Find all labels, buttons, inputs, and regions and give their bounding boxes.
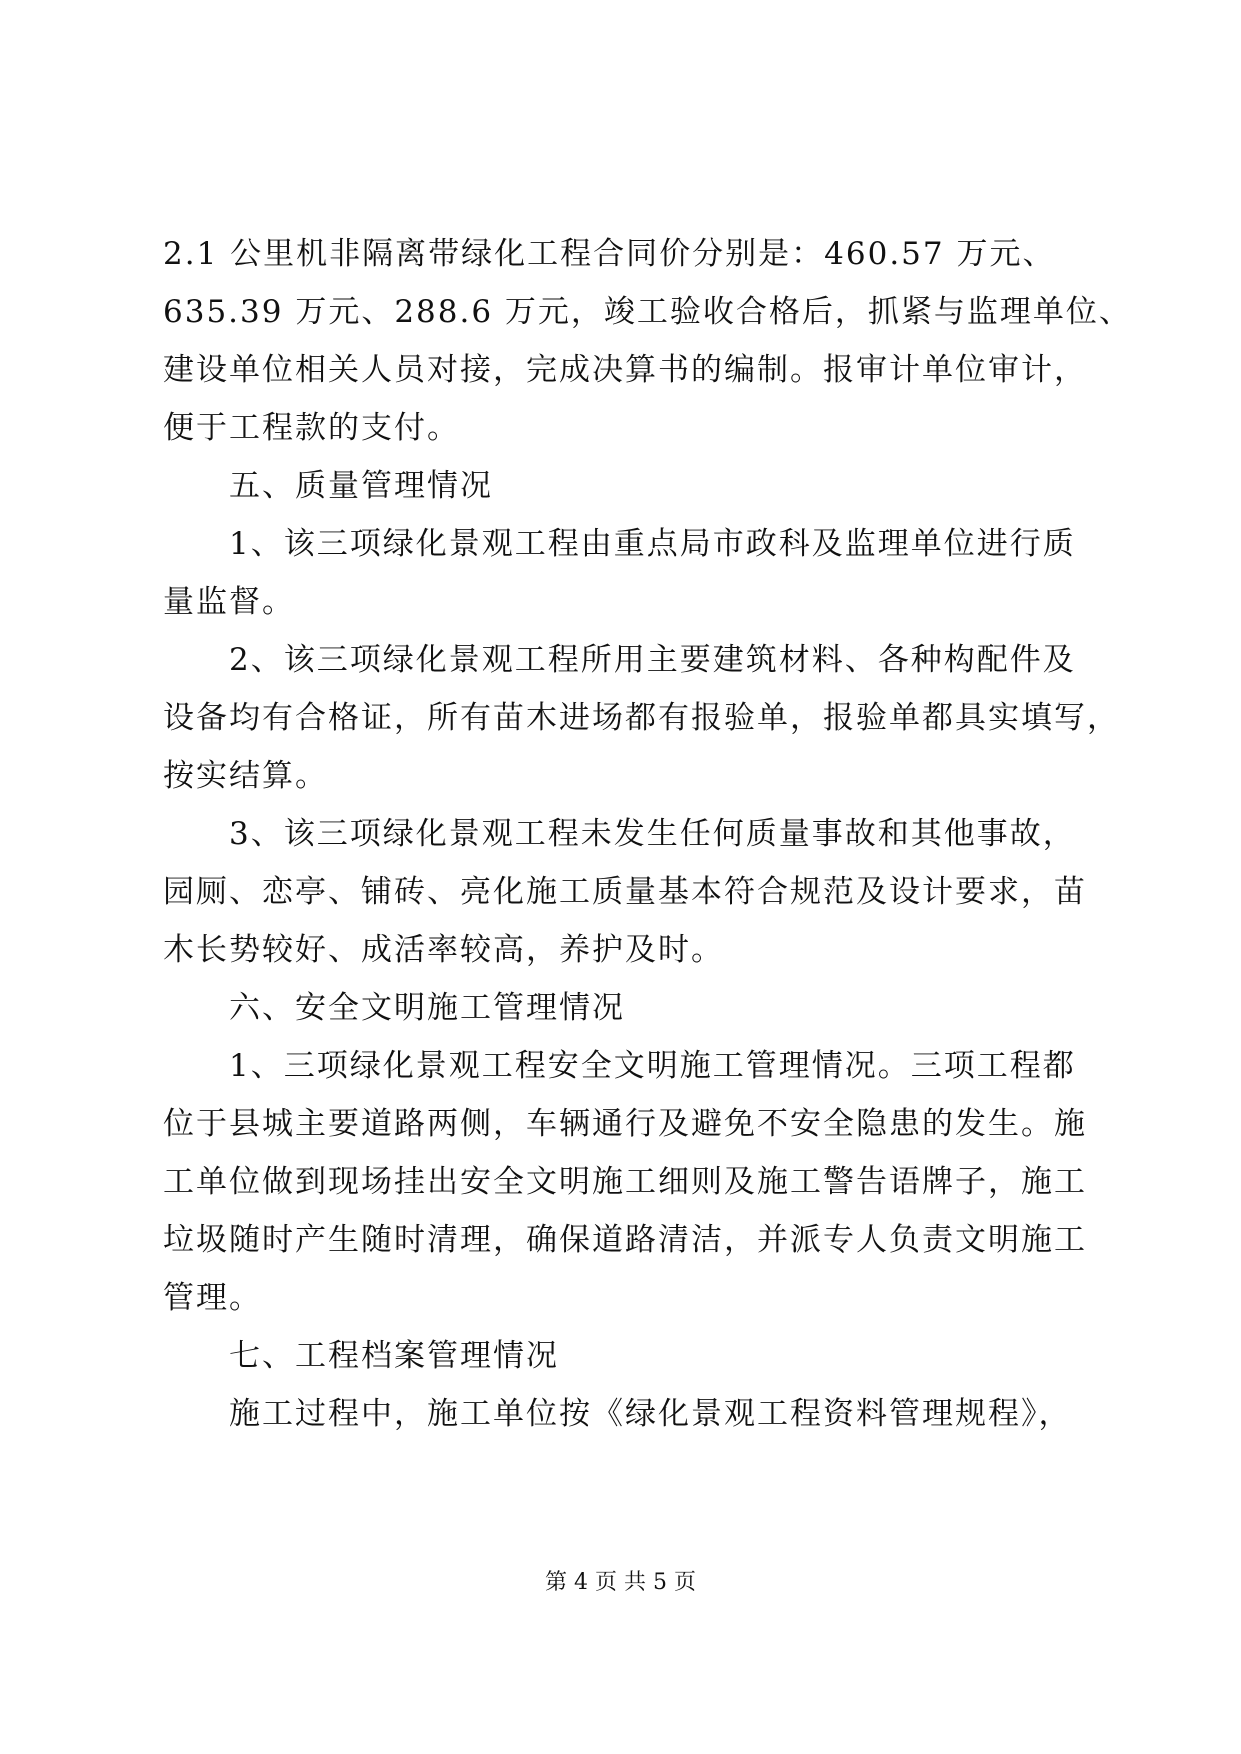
text-line: 1、该三项绿化景观工程由重点局市政科及监理单位进行质 [229,526,1076,562]
text-line: 设备均有合格证，所有苗木进场都有报验单，报验单都具实填写， [163,700,1120,736]
text-line: 建设单位相关人员对接，完成决算书的编制。报审计单位审计， [163,352,1087,388]
text-line: 施工过程中，施工单位按《绿化景观工程资料管理规程》， [229,1396,1072,1432]
text-line: 635.39 万元、288.6 万元，竣工验收合格后，抓紧与监理单位、 [163,294,1132,330]
text-line: 量监督。 [163,584,295,620]
text-line: 位于县城主要道路两侧，车辆通行及避免不安全隐患的发生。施 [163,1106,1087,1142]
text-line: 1、三项绿化景观工程安全文明施工管理情况。三项工程都 [229,1048,1076,1084]
text-line: 便于工程款的支付。 [163,410,460,446]
text-line: 按实结算。 [163,758,328,794]
section-heading: 七、工程档案管理情况 [229,1338,559,1374]
section-heading: 五、质量管理情况 [229,468,493,504]
text-line: 管理。 [163,1280,262,1316]
text-line: 工单位做到现场挂出安全文明施工细则及施工警告语牌子，施工 [163,1164,1087,1200]
body-text [163,225,1132,1443]
text-line: 垃圾随时产生随时清理，确保道路清洁，并派专人负责文明施工 [163,1222,1087,1258]
text-line: 木长势较好、成活率较高，养护及时。 [163,932,724,968]
text-line: 园厕、恋亭、铺砖、亮化施工质量基本符合规范及设计要求，苗 [163,874,1087,910]
text-line: 2.1 公里机非隔离带绿化工程合同价分别是：460.57 万元、 [163,236,1056,272]
page-number-footer: 第 4 页 共 5 页 [545,1570,696,1595]
text-line: 3、该三项绿化景观工程未发生任何质量事故和其他事故， [229,816,1076,852]
text-line: 2、该三项绿化景观工程所用主要建筑材料、各种构配件及 [229,642,1076,678]
section-heading: 六、安全文明施工管理情况 [229,990,625,1026]
